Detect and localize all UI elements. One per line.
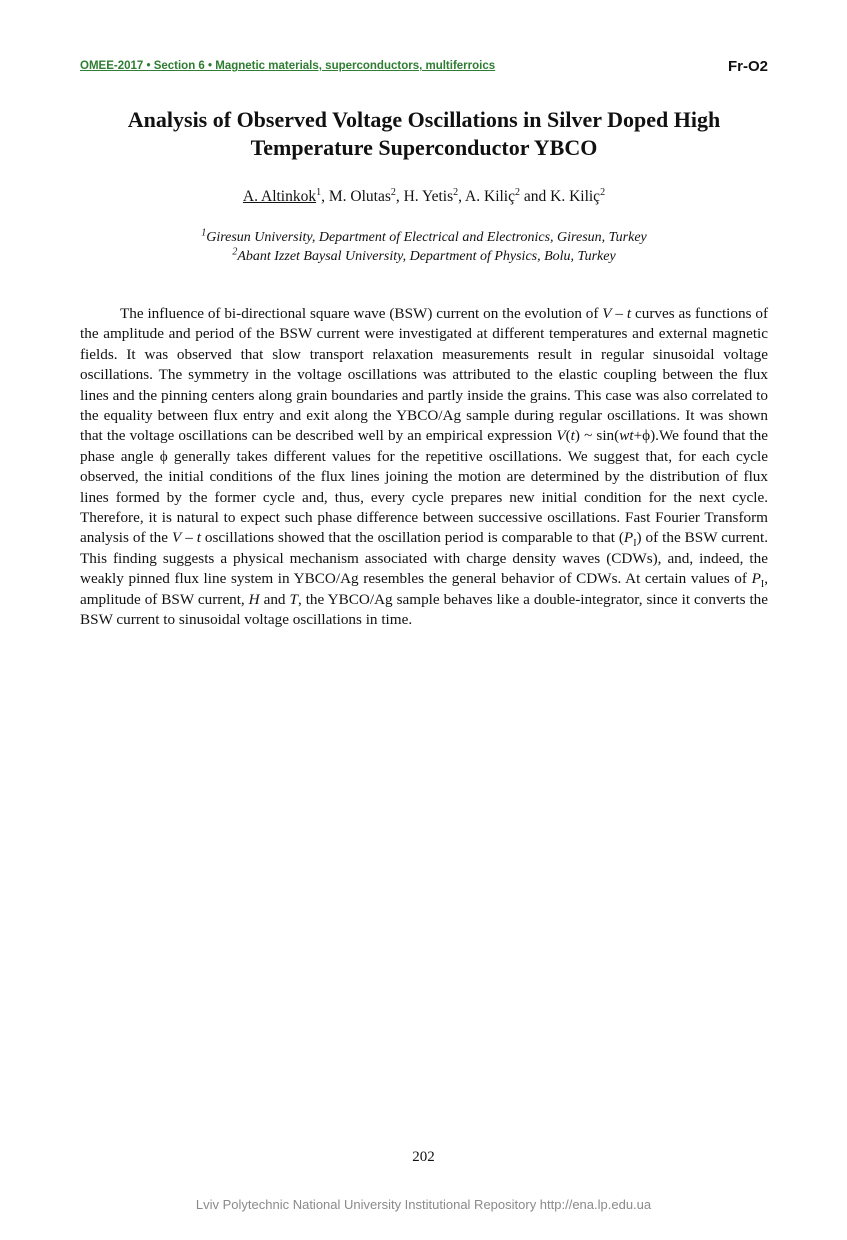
title-line-1: Analysis of Observed Voltage Oscillations in Silver Doped High xyxy=(127,107,721,132)
abstract-text: and xyxy=(259,590,290,608)
affiliation-mark: 1 xyxy=(201,227,207,239)
abstract-body xyxy=(80,304,768,631)
abstract-text: curves as functions of the amplitude and period of the BSW current were investigated at different temperatures and external magnetic fields. It was observed that slow transport relaxation measurements result in regular sinusoidal voltage oscillations. The symmetry in the voltage oscillations was attributed to the elastic coupling between the flux lines and the pinning centers along grain boundaries and partly inside the grains. This case was also correlated to the equality between flux entry and exit along the YBCO/Ag sample during regular oscillations. It was shown that the voltage oscillations can be described well by an empirical expression xyxy=(80,305,769,445)
abstract-text: ) ~ sin( xyxy=(574,427,620,445)
author-list xyxy=(80,187,768,207)
abstract-text: , amplitude of BSW current, xyxy=(80,570,768,608)
presenting-author: A. Altinkok xyxy=(242,188,317,205)
math-var: T xyxy=(289,590,298,608)
author: and K. Kiliç xyxy=(520,188,601,205)
affiliation-1 xyxy=(80,228,768,247)
math-var: P xyxy=(623,529,634,547)
repository-footer: Lviv Polytechnic National University Institutional Repository http://ena.lp.edu.ua xyxy=(195,1197,652,1212)
paper-title xyxy=(80,106,768,162)
math-var: V xyxy=(602,305,612,322)
math-var: t xyxy=(570,427,575,445)
math-var: t xyxy=(626,305,632,322)
paper-code: Fr-O2 xyxy=(727,58,768,75)
author: , A. Kiliç xyxy=(458,188,515,205)
conference-header: OMEE-2017 • Section 6 • Magnetic materials, superconductors, multiferroics xyxy=(80,60,496,72)
affiliation-mark: 2 xyxy=(232,246,238,258)
abstract-text: The influence of bi-directional square wave (BSW) current on the evolution of xyxy=(120,305,603,322)
math-var: V xyxy=(556,427,566,445)
abstract-text: – xyxy=(611,305,627,322)
abstract-text: – xyxy=(181,529,197,547)
abstract-text: ) of the BSW current. This finding suggests a physical mechanism associated with charge density waves (CDWs), and, indeed, the weakly pinned flux line system in YBCO/Ag resembles the general behavior of CDWs. At certain values of xyxy=(80,529,769,588)
affiliations xyxy=(80,228,768,266)
author-affil-mark: 1 xyxy=(316,186,322,198)
math-var: t xyxy=(196,529,201,547)
affiliation-text: Abant Izzet Baysal University, Department of Physics, Bolu, Turkey xyxy=(237,249,616,264)
author-affil-mark: 2 xyxy=(600,186,606,198)
author-affil-mark: 2 xyxy=(515,186,520,198)
author: , M. Olutas xyxy=(321,188,391,205)
abstract-text: , the YBCO/Ag sample behaves like a double-integrator, since it converts the BSW current to sinusoidal voltage oscillations in time. xyxy=(80,590,768,629)
author: , H. Yetis xyxy=(395,188,454,205)
math-var: wt xyxy=(619,427,634,445)
page-header xyxy=(80,58,768,78)
abstract-text: +ϕ).We found that the phase angle ϕ generally takes different values for the repetitive oscillations. We suggest that, for each cycle observed, the initial conditions of the flux lines joining the motion are determined by the distribution of flux lines formed by the former cycle and, thus, every cycle prepares new initial condition for the next cycle. Therefore, it is natural to expect such phase difference between successive oscillations. Fast Fourier Transform analysis of the xyxy=(80,427,768,547)
math-var: V xyxy=(171,529,182,547)
abstract-text: oscillations showed that the oscillation period is comparable to that ( xyxy=(200,529,624,547)
math-var: H xyxy=(248,590,260,608)
math-var: P xyxy=(751,570,761,588)
author-affil-mark: 2 xyxy=(390,186,396,198)
title-line-2: Temperature Superconductor YBCO xyxy=(250,135,598,160)
math-subscript: I xyxy=(633,538,637,550)
abstract-text: ( xyxy=(565,427,571,445)
affiliation-2 xyxy=(80,247,768,266)
author-affil-mark: 2 xyxy=(453,186,459,198)
math-subscript: I xyxy=(760,579,765,591)
affiliation-text: Giresun University, Department of Electrical and Electronics, Giresun, Turkey xyxy=(206,230,647,245)
page-number: 202 xyxy=(412,1149,435,1165)
